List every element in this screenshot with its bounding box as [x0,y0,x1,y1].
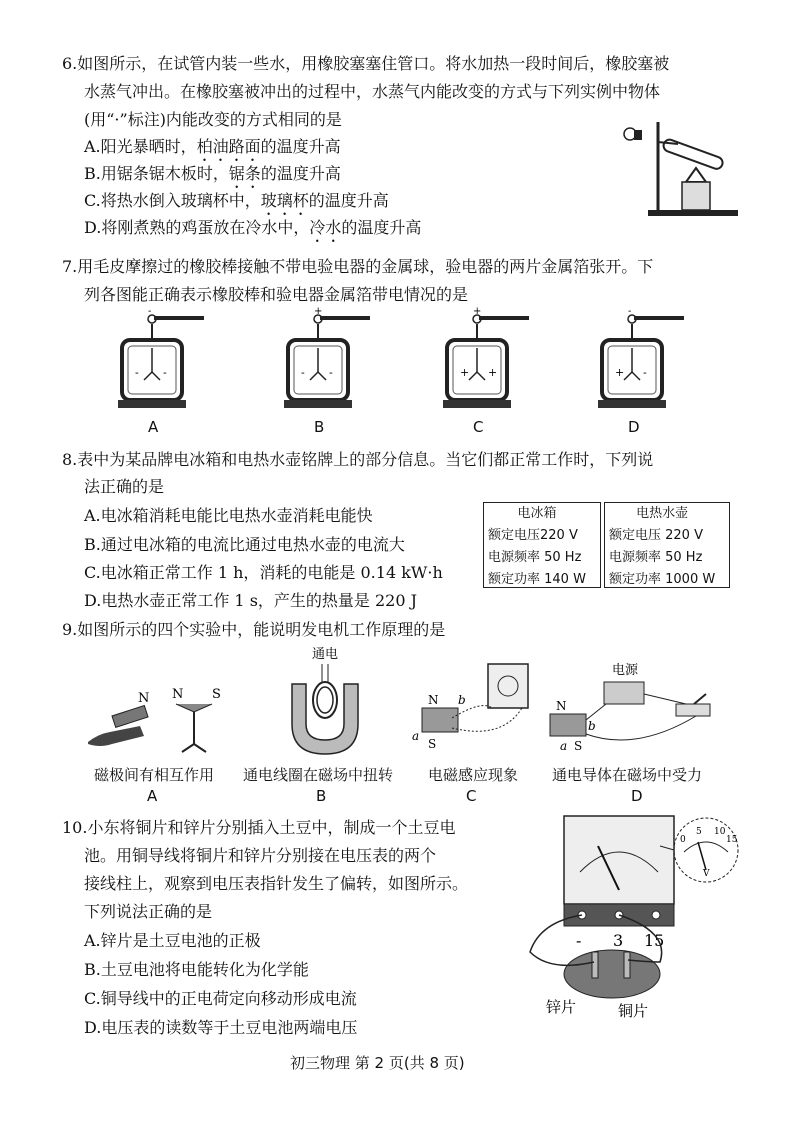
q7-label-a: A [148,418,159,436]
q10-stem-line4: 下列说法正确的是 [84,902,213,921]
q6-stem-line2: 水蒸气冲出。在橡胶塞被冲出的过程中，水蒸气内能改变的方式与下列实例中物体 [84,82,661,101]
foil-left-charge-2: + [460,366,470,379]
q7-stem-line1: 7.用毛皮摩擦过的橡胶棒接触不带电验电器的金属球，验电器的两片金属箔张开。下 [62,257,654,276]
dial-tick-0: 0 [680,835,686,845]
potato-battery-figure [520,812,740,1022]
q6-option-c: C.将热水倒入玻璃杯中，玻璃杯的温度升高 [84,191,389,210]
kettle-nameplate [604,502,730,588]
foil-right-charge-0: - [163,366,167,379]
kettle-frequency: 电源频率 50 Hz [609,550,703,565]
q6-stem-line3: (用“·”标注)内能改变的方式相同的是 [84,110,342,129]
kettle-power: 额定功率 1000 W [609,572,716,587]
fig-a-n-label: N [172,687,184,702]
fig-b-tongdian-label: 通电 [312,647,339,662]
q7-stem-line2: 列各图能正确表示橡胶棒和验电器金属箔带电情况的是 [84,285,469,304]
q10-stem-line3: 接线柱上，观察到电压表指针发生了偏转，如图所示。 [84,874,469,893]
fig-a-n-pole: N [138,691,150,706]
electroscope-d [598,306,688,420]
q8-option-b: B.通过电冰箱的电流比通过电热水壶的电流大 [84,535,405,554]
induction-figure [412,660,542,750]
coil-in-magnet-figure [280,644,370,759]
q7-label-c: C [473,418,484,436]
q9-label-c: C [466,787,477,805]
q9-caption-c: 电磁感应现象 [428,766,519,784]
foil-left-charge-1: - [301,366,305,379]
foil-right-charge-3: - [643,366,647,379]
kettle-title: 电热水壶 [636,506,689,521]
page-footer: 初三物理 第 2 页(共 8 页) [290,1054,465,1072]
electroscope-a [118,306,208,420]
fig-c-a-label: a [412,729,420,743]
q6-option-b: B.用锯条锯木板时，锯条的温度升高 [84,164,341,183]
terminal-15: 15 [644,931,665,950]
q9-caption-b: 通电线圈在磁场中扭转 [243,766,394,784]
q9-label-a: A [147,787,158,805]
copper-label: 铜片 [618,1002,649,1020]
q8-option-c: C.电冰箱正常工作 1 h，消耗的电能是 0.14 kW·h [84,563,443,582]
q10-stem-line2: 池。用铜导线将铜片和锌片分别接在电压表的两个 [84,846,437,865]
test-tube-figure [618,112,738,222]
q10-option-b: B.土豆电池将电能转化为化学能 [84,960,309,979]
q9-label-b: B [316,787,327,805]
fig-d-s-label: S [574,739,583,753]
zinc-label: 锌片 [546,998,577,1016]
q9-label-d: D [631,787,643,805]
kettle-voltage: 额定电压 220 V [609,528,703,543]
fridge-title: 电冰箱 [517,506,557,521]
foil-left-charge-0: - [135,366,139,379]
foil-left-charge-3: + [615,366,625,379]
fridge-nameplate [483,502,601,588]
rod-charge-0: - [148,306,152,317]
fig-a-s-label: S [212,687,221,702]
terminal-3: 3 [613,931,624,950]
magnet-interaction-figure [86,682,236,757]
q9-stem: 9.如图所示的四个实验中，能说明发电机工作原理的是 [62,620,446,639]
rod-charge-2: + [473,306,482,317]
dial-tick-15: 15 [726,835,738,845]
q10-stem-line1: 10.小东将铜片和锌片分别插入土豆中，制成一个土豆电 [62,818,456,837]
fig-d-n-label: N [556,699,567,713]
q9-caption-a: 磁极间有相互作用 [94,766,215,784]
q8-stem-line2: 法正确的是 [84,477,165,496]
q8-option-d: D.电热水壶正常工作 1 s，产生的热量是 220 J [84,591,418,610]
q8-option-a: A.电冰箱消耗电能比电热水壶消耗电能快 [84,506,373,525]
q6-option-d: D.将刚煮熟的鸡蛋放在冷水中，冷水的温度升高 [84,218,422,237]
force-on-conductor-figure [546,660,726,755]
fridge-frequency: 电源频率 50 Hz [488,550,582,565]
fig-d-power-label: 电源 [612,663,639,678]
dial-tick-5: 5 [696,827,702,837]
q7-label-b: B [314,418,325,436]
terminal-minus: - [576,931,582,950]
q10-option-a: A.锌片是土豆电池的正极 [84,931,261,950]
q6-stem-line1: 6.如图所示，在试管内装一些水，用橡胶塞塞住管口。将水加热一段时间后，橡胶塞被 [62,54,670,73]
dial-tick-10: 10 [714,827,726,837]
electroscope-c [443,306,533,420]
fridge-power: 额定功率 140 W [488,572,586,587]
electroscope-b [284,306,374,420]
q9-caption-d: 通电导体在磁场中受力 [552,766,703,784]
q8-stem-line1: 8.表中为某品牌电冰箱和电热水壶铭牌上的部分信息。当它们都正常工作时，下列说 [62,450,654,469]
fig-d-a-label: a [560,739,568,753]
fig-c-b-label: b [458,693,466,707]
q10-option-d: D.电压表的读数等于土豆电池两端电压 [84,1018,358,1037]
dial-unit: V [703,869,710,879]
q6-option-a: A.阳光暴晒时，柏油路面的温度升高 [84,137,341,156]
foil-right-charge-1: - [329,366,333,379]
q10-option-c: C.铜导线中的正电荷定向移动形成电流 [84,989,357,1008]
fig-c-n-label: N [428,693,439,707]
fig-c-s-label: S [428,737,437,751]
rod-charge-3: - [628,306,632,317]
fig-d-b-label: b [588,719,596,733]
rod-charge-1: + [314,306,323,317]
q7-label-d: D [628,418,640,436]
foil-right-charge-2: + [488,366,498,379]
fridge-voltage: 额定电压220 V [488,528,578,543]
